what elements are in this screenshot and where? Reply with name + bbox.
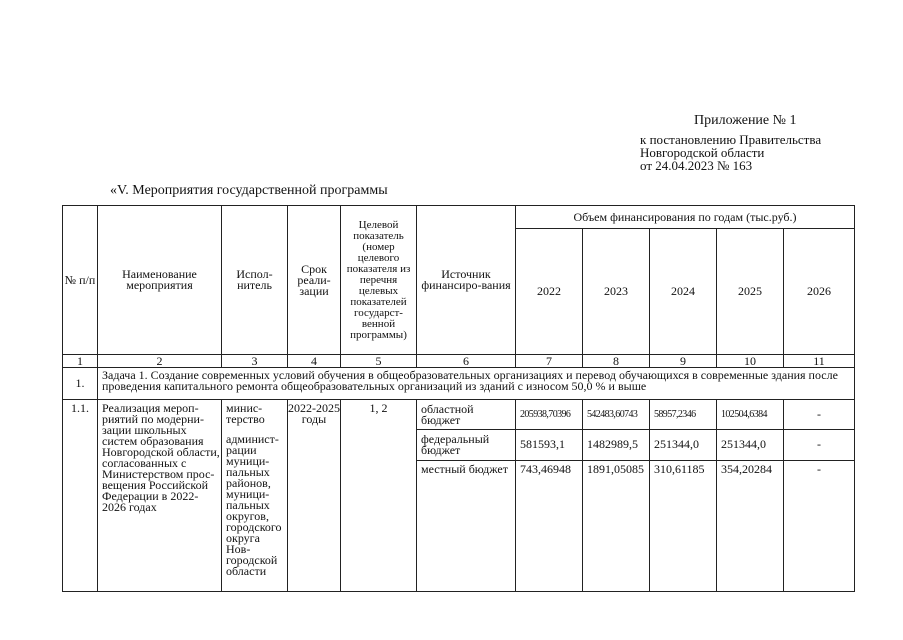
activity-executor-ministry: минис-терство (226, 401, 265, 427)
program-activities-table (62, 205, 855, 592)
column-number: 10 (717, 355, 784, 368)
funding-value: 1891,05085 (583, 460, 650, 591)
funding-source: областной бюджет (417, 400, 516, 429)
column-number: 9 (650, 355, 717, 368)
decree-reference (640, 133, 821, 172)
header-name: Наименование мероприятия (98, 206, 222, 355)
funding-value: 354,20284 (717, 460, 784, 591)
decree-line: от 24.04.2023 № 163 (640, 158, 753, 173)
funding-value: 581593,1 (516, 429, 583, 460)
task-num: 1. (63, 368, 98, 400)
decree-line: Новгородской области (640, 145, 765, 160)
column-number: 7 (516, 355, 583, 368)
funding-value: 58957,2346 (650, 400, 717, 429)
activity-executor-municipal: админист-рации муници-пальных районов, муници-пальных округов, городского округа Нов-городской области (226, 432, 282, 579)
funding-value: 251344,0 (717, 429, 784, 460)
appendix-label: Приложение № 1 (694, 113, 797, 128)
funding-value: - (784, 460, 855, 591)
activity-executor (222, 400, 288, 592)
funding-value: - (784, 429, 855, 460)
funding-value: 251344,0 (650, 429, 717, 460)
header-executor: Испол-нитель (222, 206, 288, 355)
column-number: 2 (98, 355, 222, 368)
funding-source: федеральный бюджет (417, 429, 516, 460)
funding-value: - (784, 400, 855, 429)
column-number: 6 (417, 355, 516, 368)
section-title: «V. Мероприятия государственной программы (110, 183, 388, 198)
activity-num: 1.1. (63, 400, 98, 592)
header-year: 2023 (583, 229, 650, 355)
column-number: 11 (784, 355, 855, 368)
header-num: № п/п (63, 206, 98, 355)
activity-term: 2022-2025 годы (288, 400, 341, 592)
header-year: 2024 (650, 229, 717, 355)
activity-target: 1, 2 (341, 400, 417, 592)
header-year: 2026 (784, 229, 855, 355)
funding-value: 743,46948 (516, 460, 583, 591)
funding-value: 542483,60743 (583, 400, 650, 429)
column-number: 5 (341, 355, 417, 368)
funding-source: местный бюджет (417, 460, 516, 591)
header-funding-group: Объем финансирования по годам (тыс.руб.) (516, 206, 855, 229)
column-number: 8 (583, 355, 650, 368)
column-number: 1 (63, 355, 98, 368)
column-number: 3 (222, 355, 288, 368)
header-term: Срок реали-зации (288, 206, 341, 355)
funding-value: 1482989,5 (583, 429, 650, 460)
header-year: 2022 (516, 229, 583, 355)
column-number: 4 (288, 355, 341, 368)
activity-name: Реализация мероп-риятий по модерни-зации школьных систем образования Новгородской области, согласованных с Министерством прос-вещения Российской Федерации в 2022-2026 годах (98, 400, 222, 592)
header-year: 2025 (717, 229, 784, 355)
funding-value: 205938,70396 (516, 400, 583, 429)
task-description: Задача 1. Создание современных условий обучения в общеобразовательных организациях и перевод обучающихся в современные здания после проведения капитального ремонта общеобразовательных организаций из зданий с износом 50,0 % и выше (98, 368, 855, 400)
funding-value: 102504,6384 (717, 400, 784, 429)
funding-value: 310,61185 (650, 460, 717, 591)
header-target: Целевой показатель (номер целевого показателя из перечня целевых показателей государст-венной программы) (341, 206, 417, 355)
header-source: Источник финансиро-вания (417, 206, 516, 355)
decree-line: к постановлению Правительства (640, 132, 822, 147)
